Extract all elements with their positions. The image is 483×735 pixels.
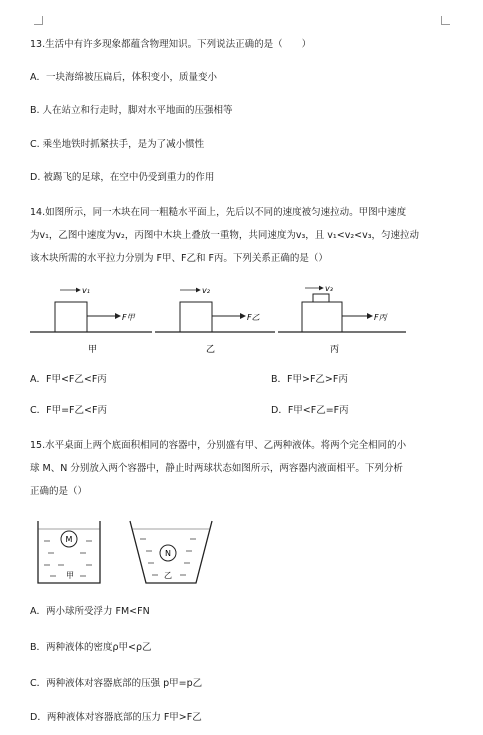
- wood-block: [55, 302, 87, 332]
- q15-option-a: A．两小球所受浮力 FM<FN: [30, 606, 150, 617]
- q14-panel-jia: [30, 286, 152, 355]
- q14-panel-yi: [155, 286, 275, 355]
- liquid-label: 乙: [164, 571, 172, 580]
- q15-option-b: B．两种液体的密度ρ甲<ρ乙: [30, 642, 152, 653]
- panel-caption: 甲: [88, 345, 98, 355]
- q15-container-jia: [38, 521, 100, 583]
- q14-panel-bing: [278, 284, 406, 355]
- q13-option-b: B. 人在站立和行走时，脚对水平地面的压强相等: [30, 105, 233, 116]
- wood-block: [180, 302, 212, 332]
- wood-block: [302, 302, 342, 332]
- q13-stem: 13.生活中有许多现象都蕴含物理知识。下列说法正确的是（ ）: [30, 39, 312, 50]
- force-label: F乙: [247, 313, 260, 322]
- q15-stem-line1: 15.水平桌面上两个底面积相同的容器中，分别盛有甲、乙两种液体。将两个完全相同的小: [30, 440, 407, 451]
- q15-option-c: C．两种液体对容器底部的压强 p甲=p乙: [30, 678, 203, 689]
- q13-option-d: D. 被踢飞的足球，在空中仍受到重力的作用: [30, 172, 215, 183]
- liquid-label: 甲: [66, 571, 74, 580]
- q15-container-yi: [130, 521, 212, 583]
- q15-stem-line2: 球 M、N 分别放入两个容器中，静止时两球状态如图所示，两容器内液面相平。下列分析: [30, 463, 403, 474]
- panel-caption: 乙: [206, 345, 216, 355]
- ball-m-label: M: [65, 535, 73, 544]
- q14-option-d: D．F甲<F乙=F丙: [271, 405, 349, 416]
- q14-option-b: B．F甲>F乙>F丙: [271, 374, 348, 385]
- q14-stem-line2: 为v₁，乙图中速度为v₂，丙图中木块上叠放一重物，共同速度为v₃，且 v₁<v₂<v₃，匀速拉动: [30, 230, 420, 241]
- q14-stem-line1: 14.如图所示，同一木块在同一粗糙水平面上，先后以不同的速度被匀速拉动。甲图中速度: [30, 207, 407, 218]
- panel-caption: 丙: [330, 345, 340, 355]
- velocity-label: v₁: [82, 286, 90, 295]
- q14-option-a: A．F甲<F乙<F丙: [30, 374, 107, 385]
- q15-stem-line3: 正确的是（）: [30, 486, 88, 497]
- q14-figure: [0, 0, 483, 360]
- velocity-label: v₃: [325, 284, 333, 293]
- q13-option-c: C. 乘坐地铁时抓紧扶手，是为了减小惯性: [30, 139, 205, 150]
- q15-option-d: D．两种液体对容器底部的压力 F甲>F乙: [30, 712, 202, 723]
- q14-option-c: C．F甲=F乙<F丙: [30, 405, 107, 416]
- weight-block: [313, 294, 329, 302]
- q15-figure: [0, 515, 483, 595]
- force-label: F丙: [374, 313, 387, 322]
- force-label: F甲: [122, 313, 135, 322]
- velocity-label: v₂: [202, 286, 210, 295]
- q14-stem-line3: 该木块所需的水平拉力分别为 F甲、F乙和 F丙。下列关系正确的是（）: [30, 253, 328, 264]
- ball-n-label: N: [165, 549, 171, 558]
- q13-option-a: A．一块海绵被压扁后，体积变小，质量变小: [30, 72, 217, 83]
